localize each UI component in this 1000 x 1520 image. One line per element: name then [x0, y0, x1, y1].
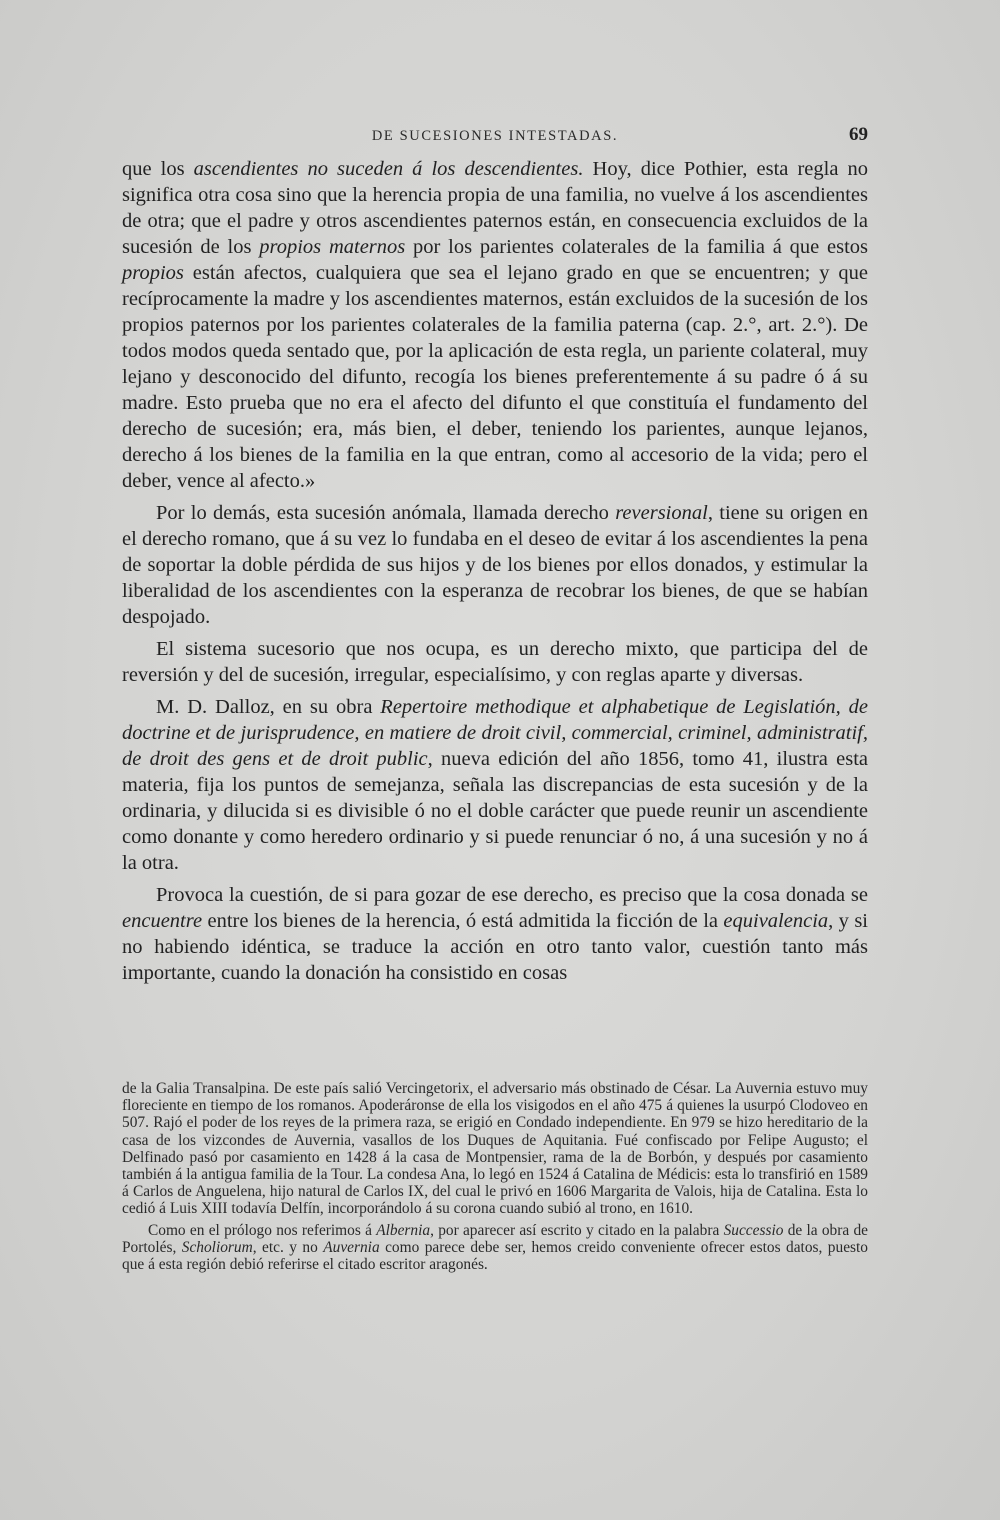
italic-text: propios: [122, 262, 184, 284]
footnote-paragraph: [122, 1222, 868, 1274]
italic-text: ascendientes no suceden á los descendientes.: [193, 158, 584, 180]
running-head: DE SUCESIONES INTESTADAS.: [371, 128, 619, 144]
paragraph: [122, 882, 868, 986]
text-run: de la obra de Portolés,: [122, 1221, 869, 1256]
italic-text: Auvernia: [323, 1238, 380, 1256]
text-run: , por aparecer así escrito y citado en la palabra: [430, 1221, 724, 1239]
italic-text: equivalencia: [723, 910, 829, 932]
text-run: El sistema sucesorio que nos ocupa, es un derecho mixto, que participa del de reversión y del de sucesión, irregular, especialísimo, y con reglas aparte y diversas.: [122, 638, 868, 686]
text-run: que los: [122, 158, 194, 180]
footnotes: [122, 1080, 868, 1277]
page-header: [122, 124, 868, 150]
italic-text: Successio: [723, 1221, 784, 1239]
text-run: están afectos, cualquiera que sea el lejano grado en que se encuentren; y que recíprocamente la madre y los ascendientes maternos, están excluidos de la sucesión de los propios paternos por los parientes colaterales de la familia paterna (cap. 2.°, art. 2.°). De todos modos queda sentado que, por la aplicación de esta regla, un pariente colateral, muy lejano y desconocido del difunto, recogía los bienes preferentemente á su padre ó á su madre. Esto prueba que no era el afecto del difunto el que constituía el fundamento del derecho de sucesión; era, más bien, el deber, teniendo los parientes, aunque lejanos, derecho á los bienes de la familia en la que entran, como al accesorio de la vida; pero el deber, vence al afecto.»: [122, 262, 868, 492]
paragraph: [122, 636, 868, 688]
text-run: por los parientes colaterales de la familia á que estos: [405, 236, 868, 258]
italic-text: reversional: [615, 502, 708, 524]
text-run: Por lo demás, esta sucesión anómala, llamada derecho: [156, 502, 616, 524]
italic-text: Repertoire methodique et alphabetique de Legislatión, de doctrine et de jurisprudence, en matiere de droit civil, commercial, criminel, administratif, de droit des gens et de droit public: [122, 696, 868, 770]
text-run: , tiene su origen en el derecho romano, que á su vez lo fundaba en el deseo de evitar á los ascendientes la pena de soportar la doble pérdida de sus hijos y de los bienes por ellos donados, y estimular la liberalidad de los ascendientes con la esperanza de recobrar los bienes, de que se habían despojado.: [122, 502, 868, 628]
paragraph: [122, 694, 868, 876]
text-run: Como en el prólogo nos referimos á: [148, 1221, 377, 1239]
text-run: Provoca la cuestión, de si para gozar de ese derecho, es preciso que la cosa donada se: [156, 884, 868, 906]
main-text: [122, 156, 868, 992]
italic-text: propios maternos: [259, 236, 406, 258]
italic-text: Scholiorum: [181, 1238, 253, 1256]
italic-text: encuentre: [122, 910, 203, 932]
paragraph: [122, 156, 868, 494]
text-run: de la Galia Transalpina. De este país salió Vercingetorix, el adversario más obstinado de César. La Auvernia estuvo muy floreciente en tiempo de los romanos. Apoderáronse de ella los visigodos en el año 475 á quienes la usurpó Clodoveo en 507. Rajó el poder de los reyes de la primera raza, se erigió en Condado independiente. En 979 se hizo hereditario de la casa de los vizcondes de Auvernia, vasallos de los Duques de Aquitania. Fué confiscado por Felipe Augusto; el Delfinado pasó por casamiento en 1428 á la casa de Montpensier, rama de la de Borbón, y después por casamiento también á la antigua familia de la Tour. La condesa Ana, lo legó en 1524 á Catalina de Médicis: esta lo transfirió en 1589 á Carlos de Anguelena, hijo natural de Carlos IX, del cual le privó en 1606 Margarita de Valois, hija de Catalina. Esta lo cedió á Luis XIII todavía Delfín, incorporándolo á su corona cuando subió al trono, en 1610.: [122, 1080, 868, 1218]
text-run: , y si no habiendo idéntica, se traduce la acción en otro tanto valor, cuestión tanto más importante, cuando la donación ha consistido en cosas: [122, 910, 868, 984]
footnote-paragraph: [122, 1080, 868, 1218]
text-run: entre los bienes de la herencia, ó está admitida la ficción de la: [202, 910, 724, 932]
text-run: Hoy, dice Pothier, esta regla no significa otra cosa sino que la herencia propia de una familia, no vuelve á los ascendientes de otra; que el padre y otros ascendientes paternos están, en consecuencia excluidos de la sucesión de los: [122, 158, 868, 258]
text-run: , etc. y no: [252, 1238, 324, 1256]
text-run: M. D. Dalloz, en su obra: [156, 696, 381, 718]
paragraph: [122, 500, 868, 630]
page-number: 69: [849, 124, 868, 145]
text-run: , nueva edición del año 1856, tomo 41, ilustra esta materia, fija los puntos de semejanza, señala las discrepancias de esta sucesión y de la ordinaria, y dilucida si es divisible ó no el doble carácter que puede reunir un ascendiente como donante y como heredero ordinario y si puede renunciar ó no, á una sucesión y no á la otra.: [122, 748, 868, 874]
italic-text: Albernia: [376, 1221, 431, 1239]
text-run: como parece debe ser, hemos creido conveniente ofrecer estos datos, puesto que á esta región debió referirse el citado escritor aragonés.: [122, 1238, 868, 1274]
